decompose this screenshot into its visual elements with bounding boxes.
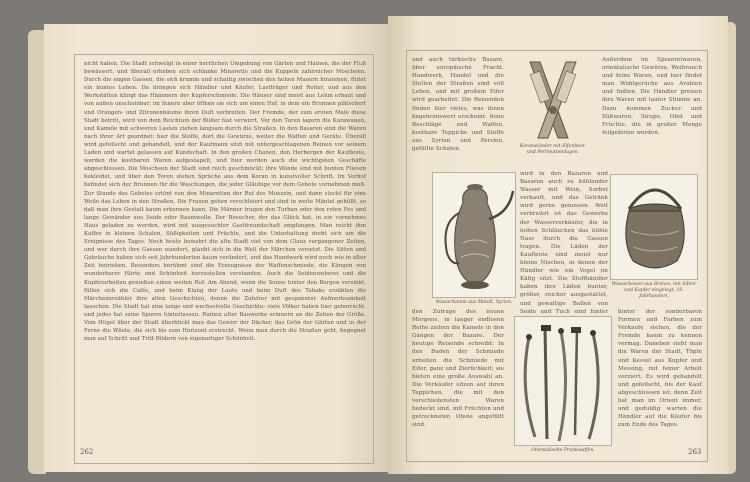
weapons-figure bbox=[514, 316, 612, 446]
weapons-image bbox=[515, 317, 612, 446]
right-col1-text: und auch türkische Bazare, über europäische Fracht. Handwerk, Handel und die Stellen der Straßen sind voll Leben, und mit großem Eifer wird gearbeitet. Die Reisenden finden hier vieles, was ihnen begehrenswert erscheint: feine Beschläge und Waffen, kostbare Teppiche und Stoffe aus Syrien und Persien, gefüllte Schalen. bbox=[412, 57, 504, 153]
ewer-caption: Wasserkanne aus Metall, Syrien. bbox=[435, 300, 513, 305]
right-col1-lower-text: den Zutrage des neuen Morgens, in langer endlosen Reihe ziehen die Kamele in den Gängen der Bazare. Der heutige Reisende schreibt: In den Buden der Schmiede arbeiten die Schmiede mit Eifer, ganz und Zierlichkeit; sie bieten eine große Auswahl an. Die Verkäufer sitzen auf ihren Teppichen, die mit den verschiedensten Waren bedeckt sind, mit Früchten und getrockneten Obste angefüllt sind. bbox=[412, 309, 504, 429]
kettle-image bbox=[611, 175, 698, 280]
lectern-caption: Koranständer mit Elfenbein- und Perlmutteinlagen. bbox=[519, 144, 587, 155]
right-col3-text: Außerdem im Spezereiwaren, orientalische Gewürze, Weihrauch und feine Waren, und hier findet man Wohlgerüche aus Arabien und Indien. Die Händler preisen ihre Waren mit lauter Stimme an. Dazu kommen Zucker und Süßwaren, Sirupe, Obst und Früchte, die in großer Menge feilgeboten werden. bbox=[602, 57, 702, 136]
right-col3-lower-text: hinter der sonderbaren Formen und Farben zum Verkaufe stehen, die der Fremde kaum zu kennen vermag. Daneben sieht man die Waren der Stadt, Töpfe und Kessel aus Kupfer und Messing, mit feiner Arbeit verziert. Es wird gehandelt und gefeilscht, bis der Kauf abgeschlossen ist; denn Zeit hat man im Orient immer, und geduldig warten die Händler auf die Käufer bis zum Ende des Tages. bbox=[618, 309, 702, 429]
weapons-caption: Orientalische Prunkwaffen. bbox=[531, 448, 595, 453]
left-page bbox=[44, 24, 388, 472]
open-book bbox=[6, 6, 744, 480]
right-page bbox=[388, 16, 728, 474]
kettle-figure bbox=[610, 174, 698, 280]
right-page-number: 263 bbox=[688, 448, 702, 456]
right-col2-text: wird in den Bazaren und Basaren auch zu kühlender Wasser mit Wein, Sorbet verkauft, und das Getränk wird gerne genossen. Weit verbreitet ist das Gewerbe der Wasserverkäufer, die in hohen Schläuchen das kühle Nass durch die Gassen tragen. Die Läden der Kaufleute sind meist nur kleine Nischen, in denen der Händler wie ein Vogel im Käfig sitzt. Die Stoffhändler haben ihre Läden bunter, größer, reicher ausgestattet, und gewaltige Ballen von Seide und Tuch sind hinter bbox=[520, 171, 608, 315]
left-page-text: nicht haben. Die Stadt schwelgt in einer herrlichen Umgebung von Gärten und Hainen, die der Fluß bewässert, und überall erheben sich schlanke Minarette und die Kuppeln zahlreicher Moscheen. Durch die engen Gassen, die sich krumm und schattig zwischen den hohen Mauern hinziehen, flutet ein buntes Leben. Da drängen sich Händler und Käufer, Lastträger und Reiter, und aus den Werkstätten klingt das Hämmern der Kupferschmiede. Die Häuser sind meist aus Lehm erbaut und von außen unscheinbar; im Innern aber öffnen sie sich um einen Hof, in dem ein Brunnen plätschert und Orangen- und Zitronenbäume ihren Duft verbreiten. Der Fremde, der zum ersten Male diese Stadt betritt, wird von dem Reichtum der Bilder fast verwirrt. Vor den Toren lagern die Karawanen, und Kamele mit schweren Lasten ziehen langsam durch die Straßen. In den Basaren sind die Waren nach ihrer Art geordnet: hier die Stoffe, dort die Gewürze, weiter die Waffen und Geräte. Überall wird gefeilscht und gehandelt, und der Kaufmann sitzt mit untergeschlagenen Beinen vor seinem Laden und wartet gelassen auf Kundschaft. In den großen Chanen, den Herbergen der Kaufleute, werden die kostbaren Waren aufgestapelt, und hier werden auch die wichtigsten Geschäfte abgeschlossen. Die Moscheen der Stadt sind reich geschmückt; ihre Wände sind mit bunten Fliesen bekleidet, und über den Toren stehen Sprüche aus dem Koran in kunstvoller Schrift. Im Vorhof befindet sich der Brunnen für die Waschungen, die jeder Gläubige vor dem Gebete vornehmen muß. Zur Stunde des Gebetes ertönt von den Minaretten der Ruf des Muezzin, und dann stockt für eine Weile das Leben in den Straßen. Die Frauen gehen verschleiert und sind in weite Mäntel gehüllt, so daß man ihre Gestalt kaum erkennen kann. Die Männer tragen den Turban oder den roten Fes und lange Gewänder aus Seide oder Baumwolle. Der Besucher, der das Glück hat, in ein vornehmes Haus geladen zu werden, wird mit ausgesuchter Gastfreundschaft empfangen. Man reicht ihm Kaffee in kleinen Schalen, Süßigkeiten und Früchte, und die Unterhaltung dreht sich um die Ereignisse des Tages. Noch heute bewahrt die alte Stadt viel von dem Glanz vergangener Zeiten, und wer durch ihre Gassen wandert, glaubt sich in die Welt der Märchen versetzt. Die Sitten und Gebräuche haben sich seit Jahrhunderten kaum verändert, und das Handwerk wird noch wie in alter Zeit betrieben. Besonders berühmt sind die Erzeugnisse der Waffenschmiede, die Klingen von wunderbarer Härte und Schönheit herzustellen verstanden. Auch die Seidenweberei und die Kupferarbeiten genießen einen weiten Ruf. Am Abend, wenn die Sonne hinter den Bergen versinkt, füllen sich die Cafés, und beim Klang der Laute und beim Duft des Tabaks erzählen die Märchenerzähler ihre alten Geschichten, denen die Zuhörer mit gespannter Aufmerksamkeit lauschen. Die Stadt hat eine lange und wechselvolle Geschichte; viele Völker haben hier geherrscht, und jedes hat seine Spuren hinterlassen. Ruinen alter Bauwerke erinnern an die Zeiten der Größe. Vom Hügel über der Stadt überblickt man das Gewirr der Dächer, das Grün der Gärten und in der Ferne die Wüste, die sich bis zum Horizont erstreckt. Wenn man durch die Straßen geht, begegnet man auf Schritt und Tritt Bildern von eigenartiger Schönheit. bbox=[84, 61, 366, 343]
ewer-image bbox=[433, 173, 516, 298]
lectern-image bbox=[518, 52, 588, 142]
kettle-caption: Wasserkessel aus Bronze, mit Silber und Kupfer eingelegt, 16. Jahrhundert. bbox=[611, 282, 697, 299]
lectern-figure bbox=[518, 52, 588, 142]
ewer-figure bbox=[432, 172, 516, 298]
left-page-number: 262 bbox=[80, 448, 94, 456]
